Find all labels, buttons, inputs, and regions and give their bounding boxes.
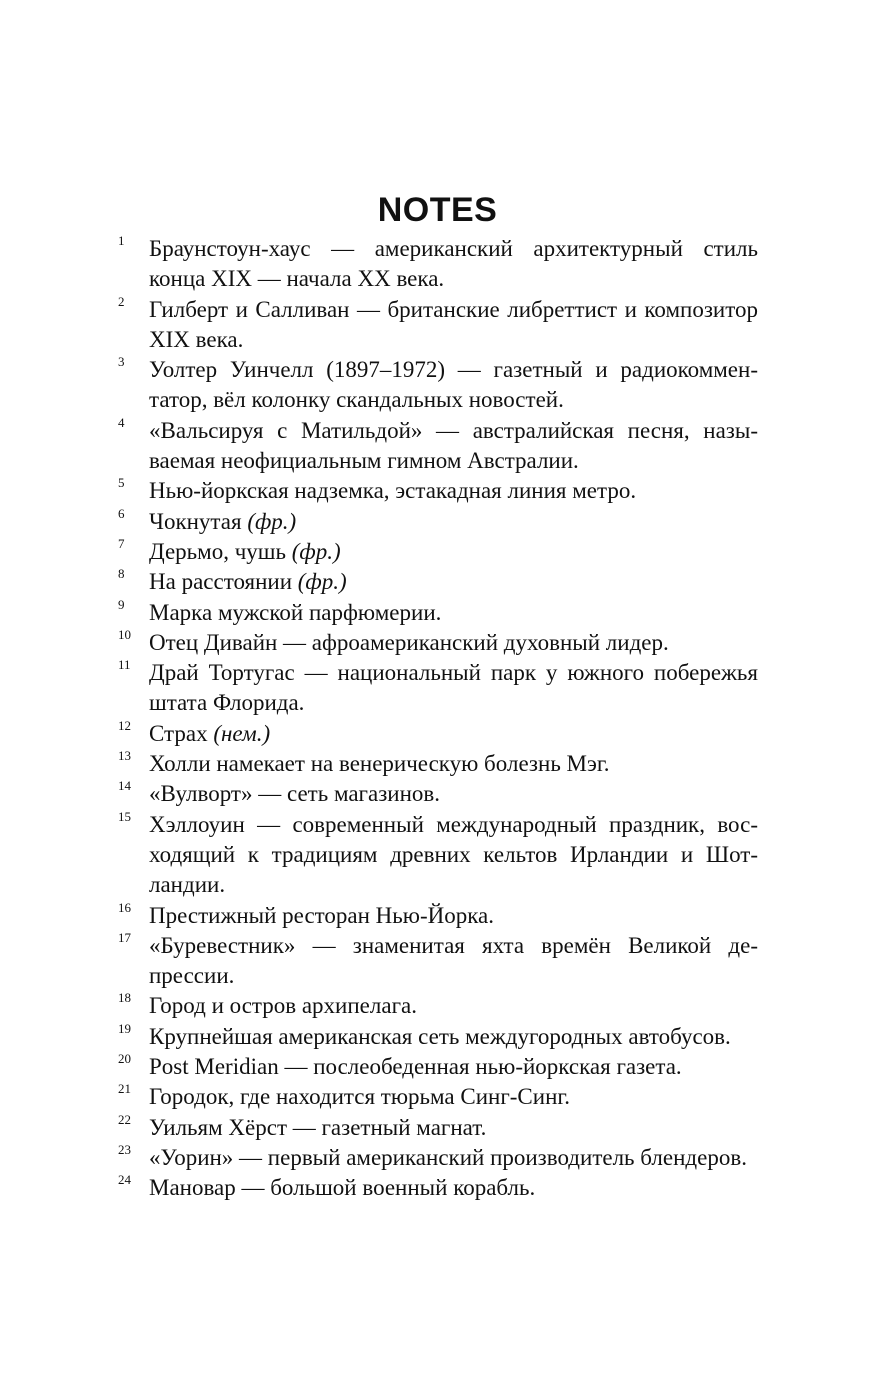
note-item bbox=[118, 1113, 758, 1143]
note-item bbox=[118, 416, 758, 477]
note-text: Отец Дивайн — афроамериканский духовный лидер. bbox=[149, 629, 669, 655]
note-item bbox=[118, 507, 758, 537]
note-text: Престижный ресторан Нью-Йорка. bbox=[149, 902, 495, 928]
note-number: 10 bbox=[118, 626, 131, 642]
note-text: Мановар — большой военный корабль. bbox=[149, 1175, 536, 1201]
note-item bbox=[118, 658, 758, 719]
notes-list bbox=[118, 234, 758, 1204]
note-item bbox=[118, 295, 758, 356]
note-number: 2 bbox=[118, 293, 125, 309]
note-item bbox=[118, 1082, 758, 1112]
note-number: 19 bbox=[118, 1020, 131, 1036]
page-title: NOTES bbox=[377, 190, 498, 229]
note-text: «Вулворт» — сеть магазинов. bbox=[149, 781, 441, 807]
note-number: 18 bbox=[118, 990, 131, 1006]
note-item bbox=[118, 1173, 758, 1203]
note-item bbox=[118, 628, 758, 658]
note-text: Холли намекает на венерическую болезнь Мэг. bbox=[149, 751, 610, 777]
note-text: «Вальсируя с Матильдой» — австралийская песня, называемая неофициальным гимном Австралии. bbox=[149, 417, 758, 474]
note-text: Уильям Хёрст — газетный магнат. bbox=[149, 1114, 487, 1140]
note-item bbox=[118, 901, 758, 931]
note-number: 24 bbox=[118, 1172, 131, 1188]
note-number: 7 bbox=[118, 535, 125, 551]
note-text: Городок, где находится тюрьма Синг-Синг. bbox=[149, 1084, 570, 1110]
note-language-abbrev: (фр.) bbox=[291, 538, 341, 564]
note-number: 20 bbox=[118, 1051, 131, 1067]
note-number: 12 bbox=[118, 717, 131, 733]
note-number: 1 bbox=[118, 233, 125, 248]
note-item bbox=[118, 719, 758, 749]
note-number: 16 bbox=[118, 899, 131, 915]
note-item bbox=[118, 234, 758, 295]
note-item bbox=[118, 476, 758, 506]
note-item bbox=[118, 779, 758, 809]
note-item bbox=[118, 355, 758, 416]
note-text: «Уорин» — первый американский производитель блендеров. bbox=[149, 1144, 747, 1170]
note-item bbox=[118, 931, 758, 992]
note-item bbox=[118, 1052, 758, 1082]
note-text: Крупнейшая американская сеть междугородных автобусов. bbox=[149, 1023, 731, 1049]
note-number: 4 bbox=[118, 414, 125, 430]
note-text: Гилберт и Салливан — британские либреттист и композитор XIX века. bbox=[149, 296, 758, 352]
note-item bbox=[118, 537, 758, 567]
note-text: Драй Тортугас — национальный парк у южного побережья штата Флорида. bbox=[149, 660, 758, 716]
note-item bbox=[118, 749, 758, 779]
note-number: 9 bbox=[118, 596, 125, 612]
note-item bbox=[118, 1022, 758, 1052]
note-text: Марка мужской парфюмерии. bbox=[149, 599, 442, 625]
note-number: 22 bbox=[118, 1111, 131, 1127]
note-item bbox=[118, 810, 758, 901]
note-text: Дерьмо, чушь bbox=[149, 538, 292, 564]
note-number: 17 bbox=[118, 929, 131, 945]
note-text: «Буревестник» — знаменитая яхта времён Великой депрессии. bbox=[149, 932, 758, 989]
note-number: 11 bbox=[118, 657, 131, 673]
note-item bbox=[118, 1143, 758, 1173]
note-item bbox=[118, 567, 758, 597]
note-item bbox=[118, 991, 758, 1021]
note-number: 8 bbox=[118, 566, 125, 582]
note-text: Страх bbox=[149, 720, 214, 746]
note-number: 15 bbox=[118, 808, 131, 824]
note-number: 6 bbox=[118, 505, 125, 521]
note-number: 21 bbox=[118, 1081, 131, 1097]
note-number: 23 bbox=[118, 1141, 131, 1157]
note-language-abbrev: (нем.) bbox=[213, 720, 271, 746]
note-language-abbrev: (фр.) bbox=[297, 569, 347, 595]
note-text: Чокнутая bbox=[149, 508, 248, 534]
note-number: 14 bbox=[118, 778, 131, 794]
note-text: Хэллоуин — современный международный праздник, восходящий к традициям древних кельтов Ирландии и Шотландии. bbox=[149, 811, 758, 898]
note-item bbox=[118, 598, 758, 628]
note-text: Нью-йоркская надземка, эстакадная линия метро. bbox=[149, 478, 637, 504]
note-text: Город и остров архипелага. bbox=[149, 993, 417, 1019]
note-number: 5 bbox=[118, 475, 125, 491]
note-text: Post Meridian — послеобеденная нью-йоркская газета. bbox=[149, 1054, 682, 1080]
note-number: 13 bbox=[118, 748, 131, 764]
note-text: Браунстоун-хаус — американский архитектурный стиль конца XIX — начала XX века. bbox=[149, 236, 758, 292]
note-text: Уолтер Уинчелл (1897–1972) — газетный и радиокомментатор, вёл колонку скандальных новостей. bbox=[149, 357, 758, 413]
note-language-abbrev: (фр.) bbox=[247, 508, 297, 534]
note-number: 3 bbox=[118, 354, 125, 370]
note-text: На расстоянии bbox=[149, 569, 298, 595]
